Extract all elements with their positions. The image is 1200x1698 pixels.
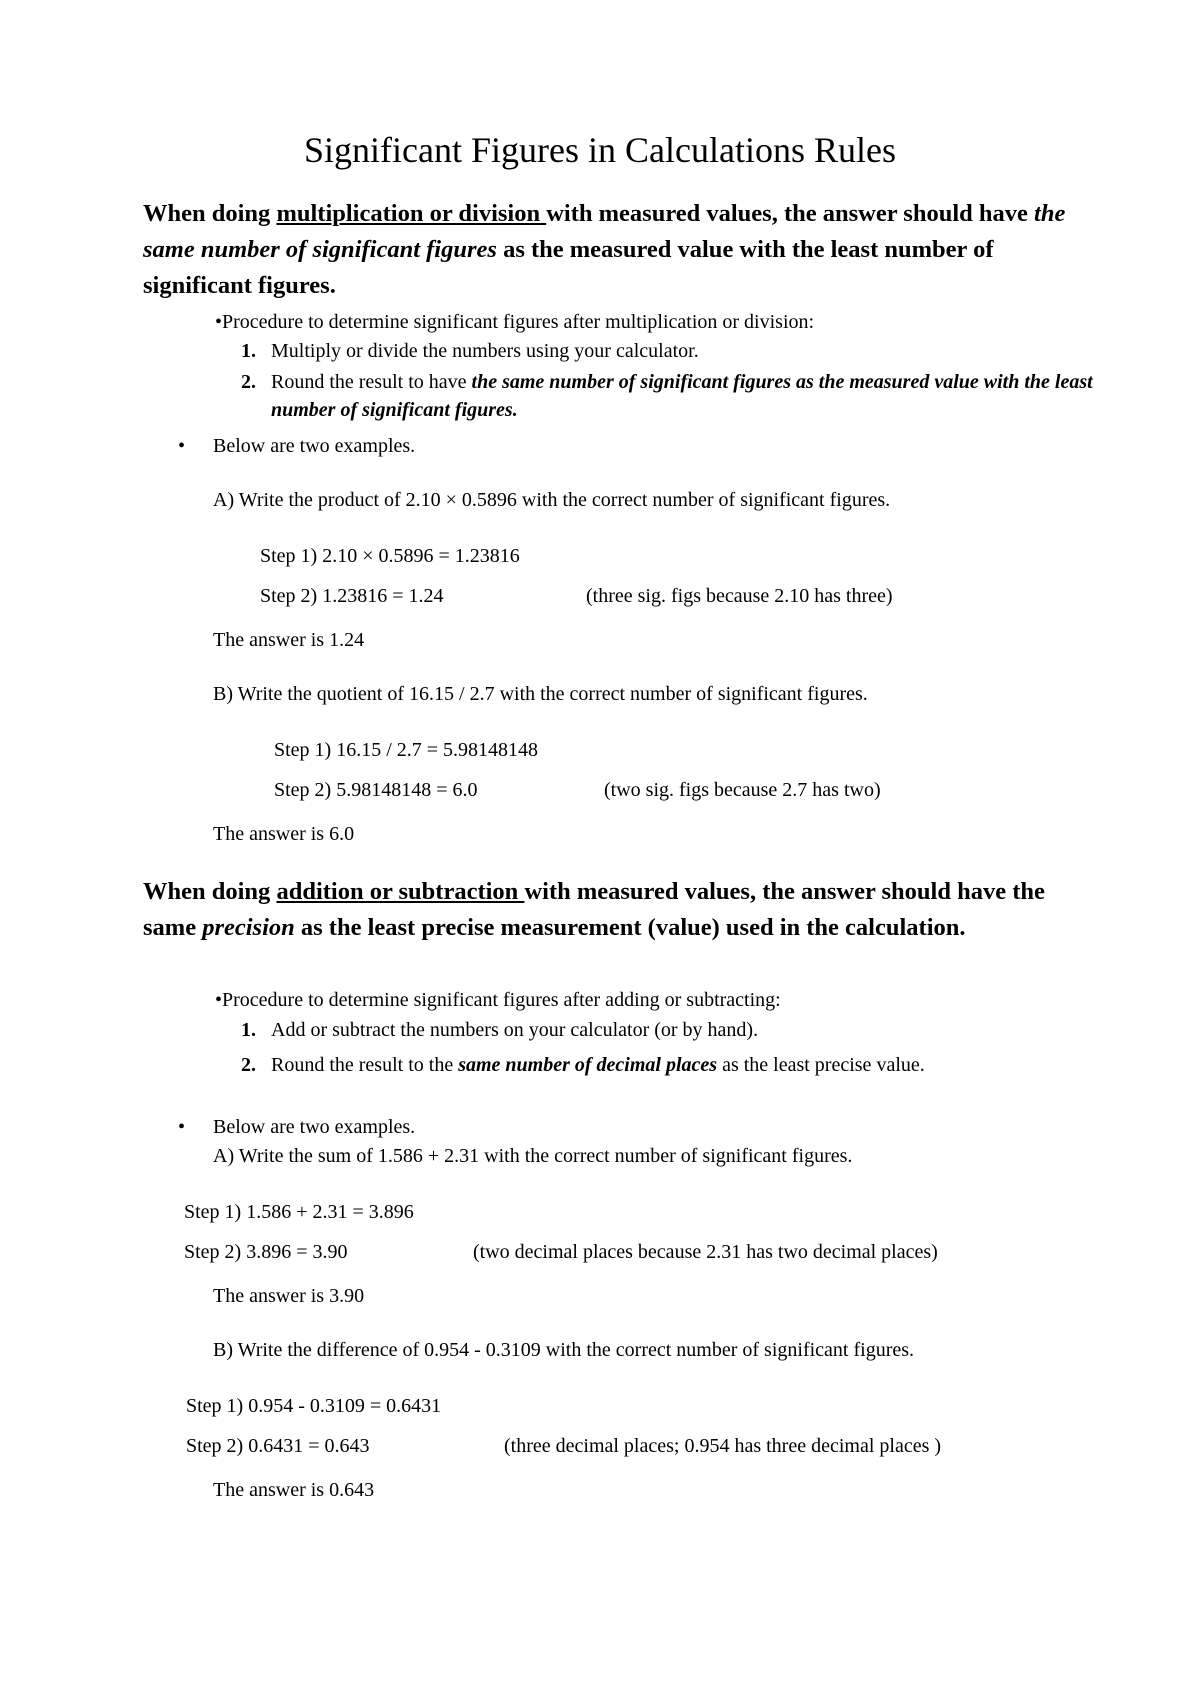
bullet-icon: • <box>178 435 186 457</box>
bullet-icon: • <box>178 1116 186 1138</box>
example-a-answer: The answer is 1.24 <box>213 629 365 651</box>
example-b-step-1: Step 1) 16.15 / 2.7 = 5.98148148 <box>274 739 539 761</box>
rule-suffix: as the least precise measurement (value) used in the calculation. <box>294 914 966 941</box>
step-text: Round the result to the <box>271 1054 459 1076</box>
example-b-step-1: Step 1) 0.954 - 0.3109 = 0.6431 <box>186 1395 442 1417</box>
example-a-prompt: A) Write the product of 2.10 × 0.5896 with the correct number of significant figures. <box>213 489 891 511</box>
step-number: 2. <box>241 371 256 393</box>
example-b-answer: The answer is 6.0 <box>213 823 355 845</box>
step-text: Round the result to have <box>271 371 472 393</box>
step-text: Add or subtract the numbers on your calculator (or by hand). <box>271 1019 759 1041</box>
example-a-step-2-note: (two decimal places because 2.31 has two decimal places) <box>473 1241 938 1263</box>
examples-intro: Below are two examples. <box>213 1116 416 1138</box>
rule-underlined-term: multiplication or division <box>276 200 547 227</box>
example-b-prompt: B) Write the difference of 0.954 - 0.3109 with the correct number of significant figures. <box>213 1339 915 1361</box>
example-b-answer: The answer is 0.643 <box>213 1479 375 1501</box>
rule-underlined-term: addition or subtraction <box>276 878 525 905</box>
rule-emphasis: the same number of significant figures <box>143 200 1066 263</box>
step-text: Multiply or divide the numbers using your calculator. <box>271 340 699 362</box>
step-emphasis: the same number of significant figures as the measured value with the least number of significant figures. <box>271 371 1093 421</box>
example-b-step-2-note: (two sig. figs because 2.7 has two) <box>604 779 881 801</box>
example-a-step-2: Step 2) 1.23816 = 1.24 <box>260 585 444 607</box>
rule-emphasis: precision <box>202 914 295 941</box>
procedure-step-1 <box>241 337 699 365</box>
procedure-step-2 <box>241 368 1121 424</box>
rule-middle: with measured values, the answer should have the same <box>143 878 1045 941</box>
example-b-prompt: B) Write the quotient of 16.15 / 2.7 with the correct number of significant figures. <box>213 683 868 705</box>
procedure-heading: •Procedure to determine significant figures after multiplication or division: <box>215 311 815 333</box>
rule-prefix: When doing <box>143 200 277 227</box>
step-number: 1. <box>241 340 256 362</box>
rule-middle: with measured values, the answer should have <box>546 200 1035 227</box>
example-a-answer: The answer is 3.90 <box>213 1285 365 1307</box>
step-emphasis: same number of decimal places <box>458 1054 718 1076</box>
example-a-prompt: A) Write the sum of 1.586 + 2.31 with the correct number of significant figures. <box>213 1145 853 1167</box>
rule-prefix: When doing <box>143 878 277 905</box>
example-b-step-2: Step 2) 0.6431 = 0.643 <box>186 1435 370 1457</box>
step-text-suffix: as the least precise value. <box>717 1054 925 1076</box>
procedure-step-1 <box>241 1016 758 1044</box>
step-number: 2. <box>241 1054 256 1076</box>
addition-subtraction-rule <box>143 874 1083 946</box>
example-a-step-1: Step 1) 2.10 × 0.5896 = 1.23816 <box>260 545 520 567</box>
example-a-step-2: Step 2) 3.896 = 3.90 <box>184 1241 348 1263</box>
example-b-step-2-note: (three decimal places; 0.954 has three decimal places ) <box>504 1435 942 1457</box>
example-a-step-1: Step 1) 1.586 + 2.31 = 3.896 <box>184 1201 414 1223</box>
example-a-step-2-note: (three sig. figs because 2.10 has three) <box>586 585 893 607</box>
procedure-step-2 <box>241 1051 925 1079</box>
procedure-heading: •Procedure to determine significant figures after adding or subtracting: <box>215 989 781 1011</box>
rule-suffix: as the measured value with the least number of significant figures. <box>143 236 994 299</box>
examples-intro: Below are two examples. <box>213 435 416 457</box>
multiplication-division-rule <box>143 196 1083 304</box>
example-b-step-2: Step 2) 5.98148148 = 6.0 <box>274 779 478 801</box>
step-number: 1. <box>241 1019 256 1041</box>
page-title: Significant Figures in Calculations Rules <box>304 130 896 170</box>
